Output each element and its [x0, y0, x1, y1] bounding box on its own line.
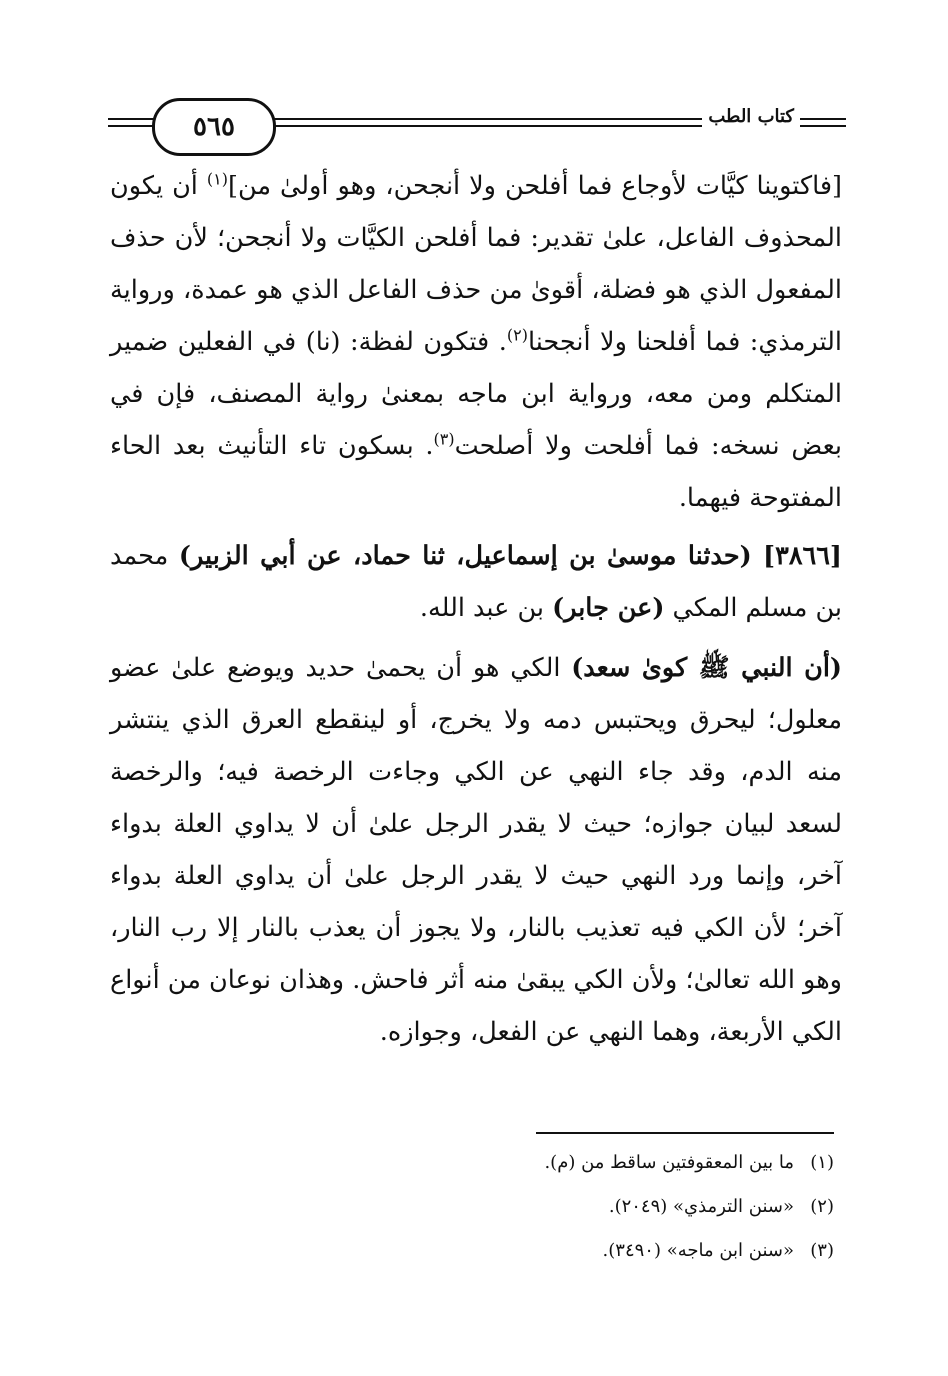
- footnote: [300, 1152, 834, 1174]
- hadith-chain: [٣٨٦٦] (حدثنا موسىٰ بن إسماعيل، ثنا حماد، عن أبي الزبير): [178, 541, 842, 571]
- footnote-rule: [536, 1132, 834, 1134]
- footnote-ref: (٣): [433, 429, 455, 449]
- paragraph: [110, 530, 842, 634]
- hadith-matn: (أن النبي ﷺ كوىٰ سعد): [571, 653, 842, 683]
- paragraph: [110, 642, 842, 1058]
- text-span: محمد بن مسلم المكي: [110, 541, 842, 623]
- footnote-text: «سنن ابن ماجه» (٣٤٩٠).: [602, 1240, 794, 1261]
- paragraph: [110, 160, 842, 524]
- text-span: . فتكون لفظة: (نا) في الفعلين ضمير المتكلم ومن معه، ورواية ابن ماجه بمعنىٰ رواية المصنف، فإن في بعض نسخه: فما أفلحت ولا أصلحت: [110, 327, 842, 461]
- text-span: بن عبد الله.: [419, 593, 553, 623]
- footnote: [300, 1196, 834, 1218]
- footnote-number: (٢): [810, 1196, 834, 1217]
- page-header: [108, 92, 846, 156]
- footnote: [300, 1240, 834, 1262]
- footnote-ref: (١): [206, 169, 228, 189]
- text-span: . بسكون تاء التأنيث بعد الحاء المفتوحة فيهما.: [110, 431, 842, 513]
- footnote-ref: (٢): [506, 325, 528, 345]
- footnote-number: (٣): [810, 1240, 834, 1261]
- text-span: [فاكتوينا كيَّات لأوجاع فما أفلحن ولا أنجحن، وهو أولىٰ من]: [228, 171, 842, 201]
- text-span: أن يكون المحذوف الفاعل، علىٰ تقدير: فما أفلحن الكيَّات ولا أنجحن؛ لأن حذف المفعول الذي هو فضلة، أقوىٰ من حذف الفاعل الذي هو عمدة، ورواية الترمذي: فما أفلحنا ولا أنجحنا: [110, 171, 842, 357]
- page-number: ٥٦٥: [152, 98, 276, 156]
- footnote-text: «سنن الترمذي» (٢٠٤٩).: [608, 1196, 794, 1217]
- book-title: كتاب الطب: [702, 106, 800, 127]
- footnote-text: ما بين المعقوفتين ساقط من (م).: [544, 1152, 794, 1173]
- text-span: الكي هو أن يحمىٰ حديد ويوضع علىٰ عضو معلول؛ ليحرق ويحتبس دمه ولا يخرج، أو لينقطع العرق الذي ينتشر منه الدم، وقد جاء النهي عن الكي وجاءت الرخصة فيه؛ والرخصة لسعد لبيان جوازه؛ حيث لا يقدر الرجل علىٰ أن لا يداوي العلة بدواء آخر، وإنما ورد النهي حيث لا يقدر الرجل علىٰ أن يداوي العلة بدواء آخر؛ لأن الكي فيه تعذيب بالنار، ولا يجوز أن يعذب بالنار إلا رب النار، وهو الله تعالىٰ؛ ولأن الكي يبقىٰ منه أثر فاحش. وهذان نوعان من أنواع الكي الأربعة، وهما النهي عن الفعل، وجوازه.: [110, 653, 842, 1047]
- hadith-chain: (عن جابر): [552, 593, 665, 623]
- footnote-number: (١): [810, 1152, 834, 1173]
